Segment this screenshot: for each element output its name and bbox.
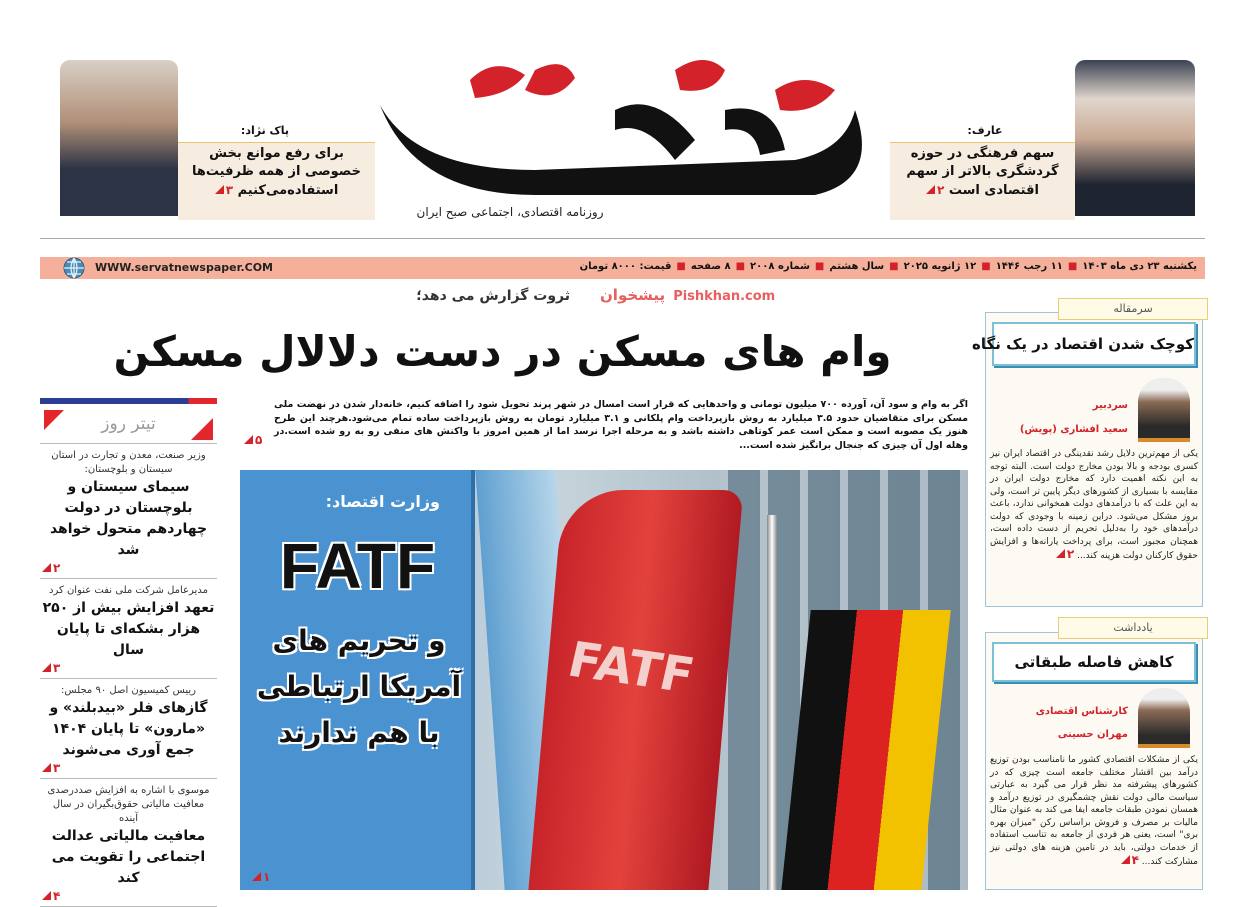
editorial-title: کوچک شدن اقتصاد در یک نگاه [992,322,1196,366]
left-news-item[interactable] [40,679,217,779]
left-teaser-photo [60,60,178,216]
website-link[interactable]: WWW.servatnewspaper.COM [95,261,274,274]
feature-image[interactable] [240,470,968,890]
left-news-item[interactable] [40,779,217,907]
editorial-tab: سرمقاله [1058,298,1208,320]
info-issue: شماره ۲۰۰۸ [750,261,810,272]
info-year: سال هشتم [829,261,885,272]
flag-fatf-text: FATF [562,631,699,705]
left-news-item[interactable] [40,579,217,679]
info-gregorian: ۱۲ ژانویه ۲۰۲۵ [903,261,977,272]
info-pages: ۸ صفحه [690,261,731,272]
editorial-body-wrap [990,448,1198,563]
logo-red-dot-2 [525,64,575,95]
note-page: ۴ [1121,854,1139,867]
globe-icon [62,256,86,280]
feature-headline: و تحریم های آمریکا ارتباطی با هم ندارند [256,624,462,749]
editorial-body: یکی از مهم‌ترین دلایل رشد نقدینگی در اقتصاد ایران نیز کسری بودجه و بالا بودن مخارج دولت است. البته توجه به این نکته اهمیت دارد که مخارج دولت ایران در مقایسه با بسیاری از کشورهای دیگر پایین تر است، ولی به این علت که با درآمدهای دولت همخوانی ندارد، باعث بروز مشکل می‌شود. دراین زمینه با وجودی که دولت درآمدهای خود را به‌دلیل تحریم از دست داده است، همچنان مجبور است، برای پرداخت یارانه‌ها و افزایش حقوق کارکنان دولت هزینه کند... [990,449,1198,561]
lead-headline[interactable]: وام های مسکن در دست دلالال مسکن [113,327,892,376]
titr-header-label: تیتر روز [101,414,156,434]
note-author: مهران حسینی [1057,729,1128,740]
feature-title-en: FATF [279,530,436,602]
news-headline: سیمای سیستان و بلوچستان در دولت چهاردهم متحول خواهد شد [49,479,208,558]
masthead [0,0,1250,240]
news-headline: گازهای فلر «بیدبلند» و «مارون» تا پایان ۱۴۰۴ جمع آوری می‌شوند [49,700,208,758]
logo-red-dot-1 [470,66,525,98]
masthead-divider [40,238,1205,239]
news-page: ۳ [42,762,60,774]
note-tab: یادداشت [1058,617,1208,639]
info-hijri: ۱۱ رجب ۱۴۴۶ [995,261,1063,272]
info-price: قیمت: ۸۰۰۰ تومان [579,261,672,272]
editorial-page: ۲ [1056,548,1074,561]
logo-tagline: روزنامه اقتصادی، اجتماعی صبح ایران [416,205,604,219]
editorial-author: سعید افشاری (پویش) [1019,424,1128,435]
logo-red-dot-3 [675,60,725,91]
logo-red-dot-4 [775,80,835,111]
watermark [600,286,860,304]
issue-info: یکشنبه ۲۳ دی ماه ۱۴۰۳ ■ ۱۱ رجب ۱۴۴۶ ■ ۱۲ ژانویه ۲۰۲۵ ■ سال هشتم ■ شماره ۲۰۰۸ ■ ۸ صفحه ■ قیمت: ۸۰۰۰ تومان [579,261,1197,272]
news-kicker: رییس کمیسیون اصل ۹۰ مجلس: [61,685,196,696]
note-title: کاهش فاصله طبقاتی [992,642,1196,682]
lead-lede: اگر به وام و سود آن، آورده ۷۰۰ میلیون تومانی و واحدهایی که قرار است امسال در شهر پرند تحویل شود را اضافه کنیم، خانه‌دار شدن در نهضت ملی مسکن برای متقاضیان حدود ۳.۵ میلیارد به روش بازپرداخت وام پلکانی و ۳.۱ میلیارد تومان به روش بازپرداخت ساده تمام می‌شود.هرچند این طرح هنوز یک مصوبه است و ممکن است عمر کوتاهی داشته باشد و به مرحله اجرا نرسد اما از همین امروز با واکنش های منفی رو به رو شده است.در وهله اول آن چیزی که جنجال برانگیز شده است... [274,399,968,451]
news-page: ۲ [42,562,60,574]
note-body: یکی از مشکلات اقتصادی کشور ما نامناسب بودن توزیع درآمد بین اقشار مختلف جامعه است چیزی که در کشورهای پیشرفته مد نظر قرار می گیرد به عبارتی سیاست مالی دولت نقش چشمگیری در توزیع درآمد و همسان نمودن طبقات جامعه ایفا می کند به عنوان مثال مالیات بر مصرف و فروش براساس رکن "میزان بهره بری" است، یعنی هر فردی از جامعه به تناسب استفاده از خدمات دولتی، باید در تامین هزینه های دولتی نیز مشارکت کند... [990,755,1198,867]
right-teaser[interactable] [890,142,1075,220]
right-teaser-headline [895,145,1070,200]
left-teaser-headline-text: برای رفع موانع بخش خصوصی از همه ظرفیت‌ها استفاده‌می‌کنیم [192,146,361,198]
news-headline: معافیت مالیاتی عدالت اجتماعی را تقویت می کند [51,828,206,886]
note-role: کارشناس اقتصادی [1035,706,1128,717]
right-teaser-photo [1075,60,1195,216]
left-column [40,398,217,907]
info-day: یکشنبه ۲۳ دی ماه ۱۴۰۳ [1082,261,1197,272]
note-body-wrap [990,754,1198,869]
news-kicker: موسوی با اشاره به افزایش صددرصدی معافیت مالیاتی حقوق‌بگیران در سال آینده [47,785,210,824]
right-teaser-speaker: عارف: [967,124,1003,137]
watermark-text: پیشخوان [600,286,666,304]
left-teaser-headline [184,145,369,200]
news-page: ۳ [42,662,60,674]
flagpole [767,515,777,890]
feature-kicker: وزارت اقتصاد: [325,492,440,511]
red-corner-icon [44,410,64,430]
lead-kicker: ثروت گزارش می دهد؛ [416,288,570,304]
note-author-photo [1138,688,1190,748]
red-corner-icon [191,418,213,440]
newspaper-logo [375,50,885,200]
lead-page: ۵ [244,433,262,447]
left-news-item[interactable] [40,444,217,579]
watermark-url: Pishkhan.com [673,289,776,304]
news-kicker: مدیرعامل شرکت ملی نفت عنوان کرد [49,585,208,596]
left-teaser[interactable] [178,142,375,220]
feature-page: ۱ [252,870,270,884]
logo-stroke-2 [725,108,785,155]
editorial-author-photo [1138,378,1190,442]
right-teaser-headline-text: سهم فرهنگی در حوزه گردشگری بالاتر از سهم اقتصادی است [906,146,1059,198]
left-teaser-page: ۳ [215,181,233,199]
editorial-role: سردبیر [1092,400,1128,411]
titr-header [40,404,217,444]
news-headline: تعهد افزایش بیش از ۲۵۰ هزار بشکه‌ای تا پایان سال [42,600,215,658]
news-kicker: وزیر صنعت، معدن و تجارت در استان سیستان و بلوچستان: [51,450,206,475]
news-page: ۴ [42,890,60,902]
left-teaser-speaker: پاک نژاد: [240,124,290,137]
flag-fatf [527,490,744,890]
right-teaser-page: ۲ [926,181,944,199]
logo-stroke [615,104,695,160]
info-bar [40,257,1205,279]
